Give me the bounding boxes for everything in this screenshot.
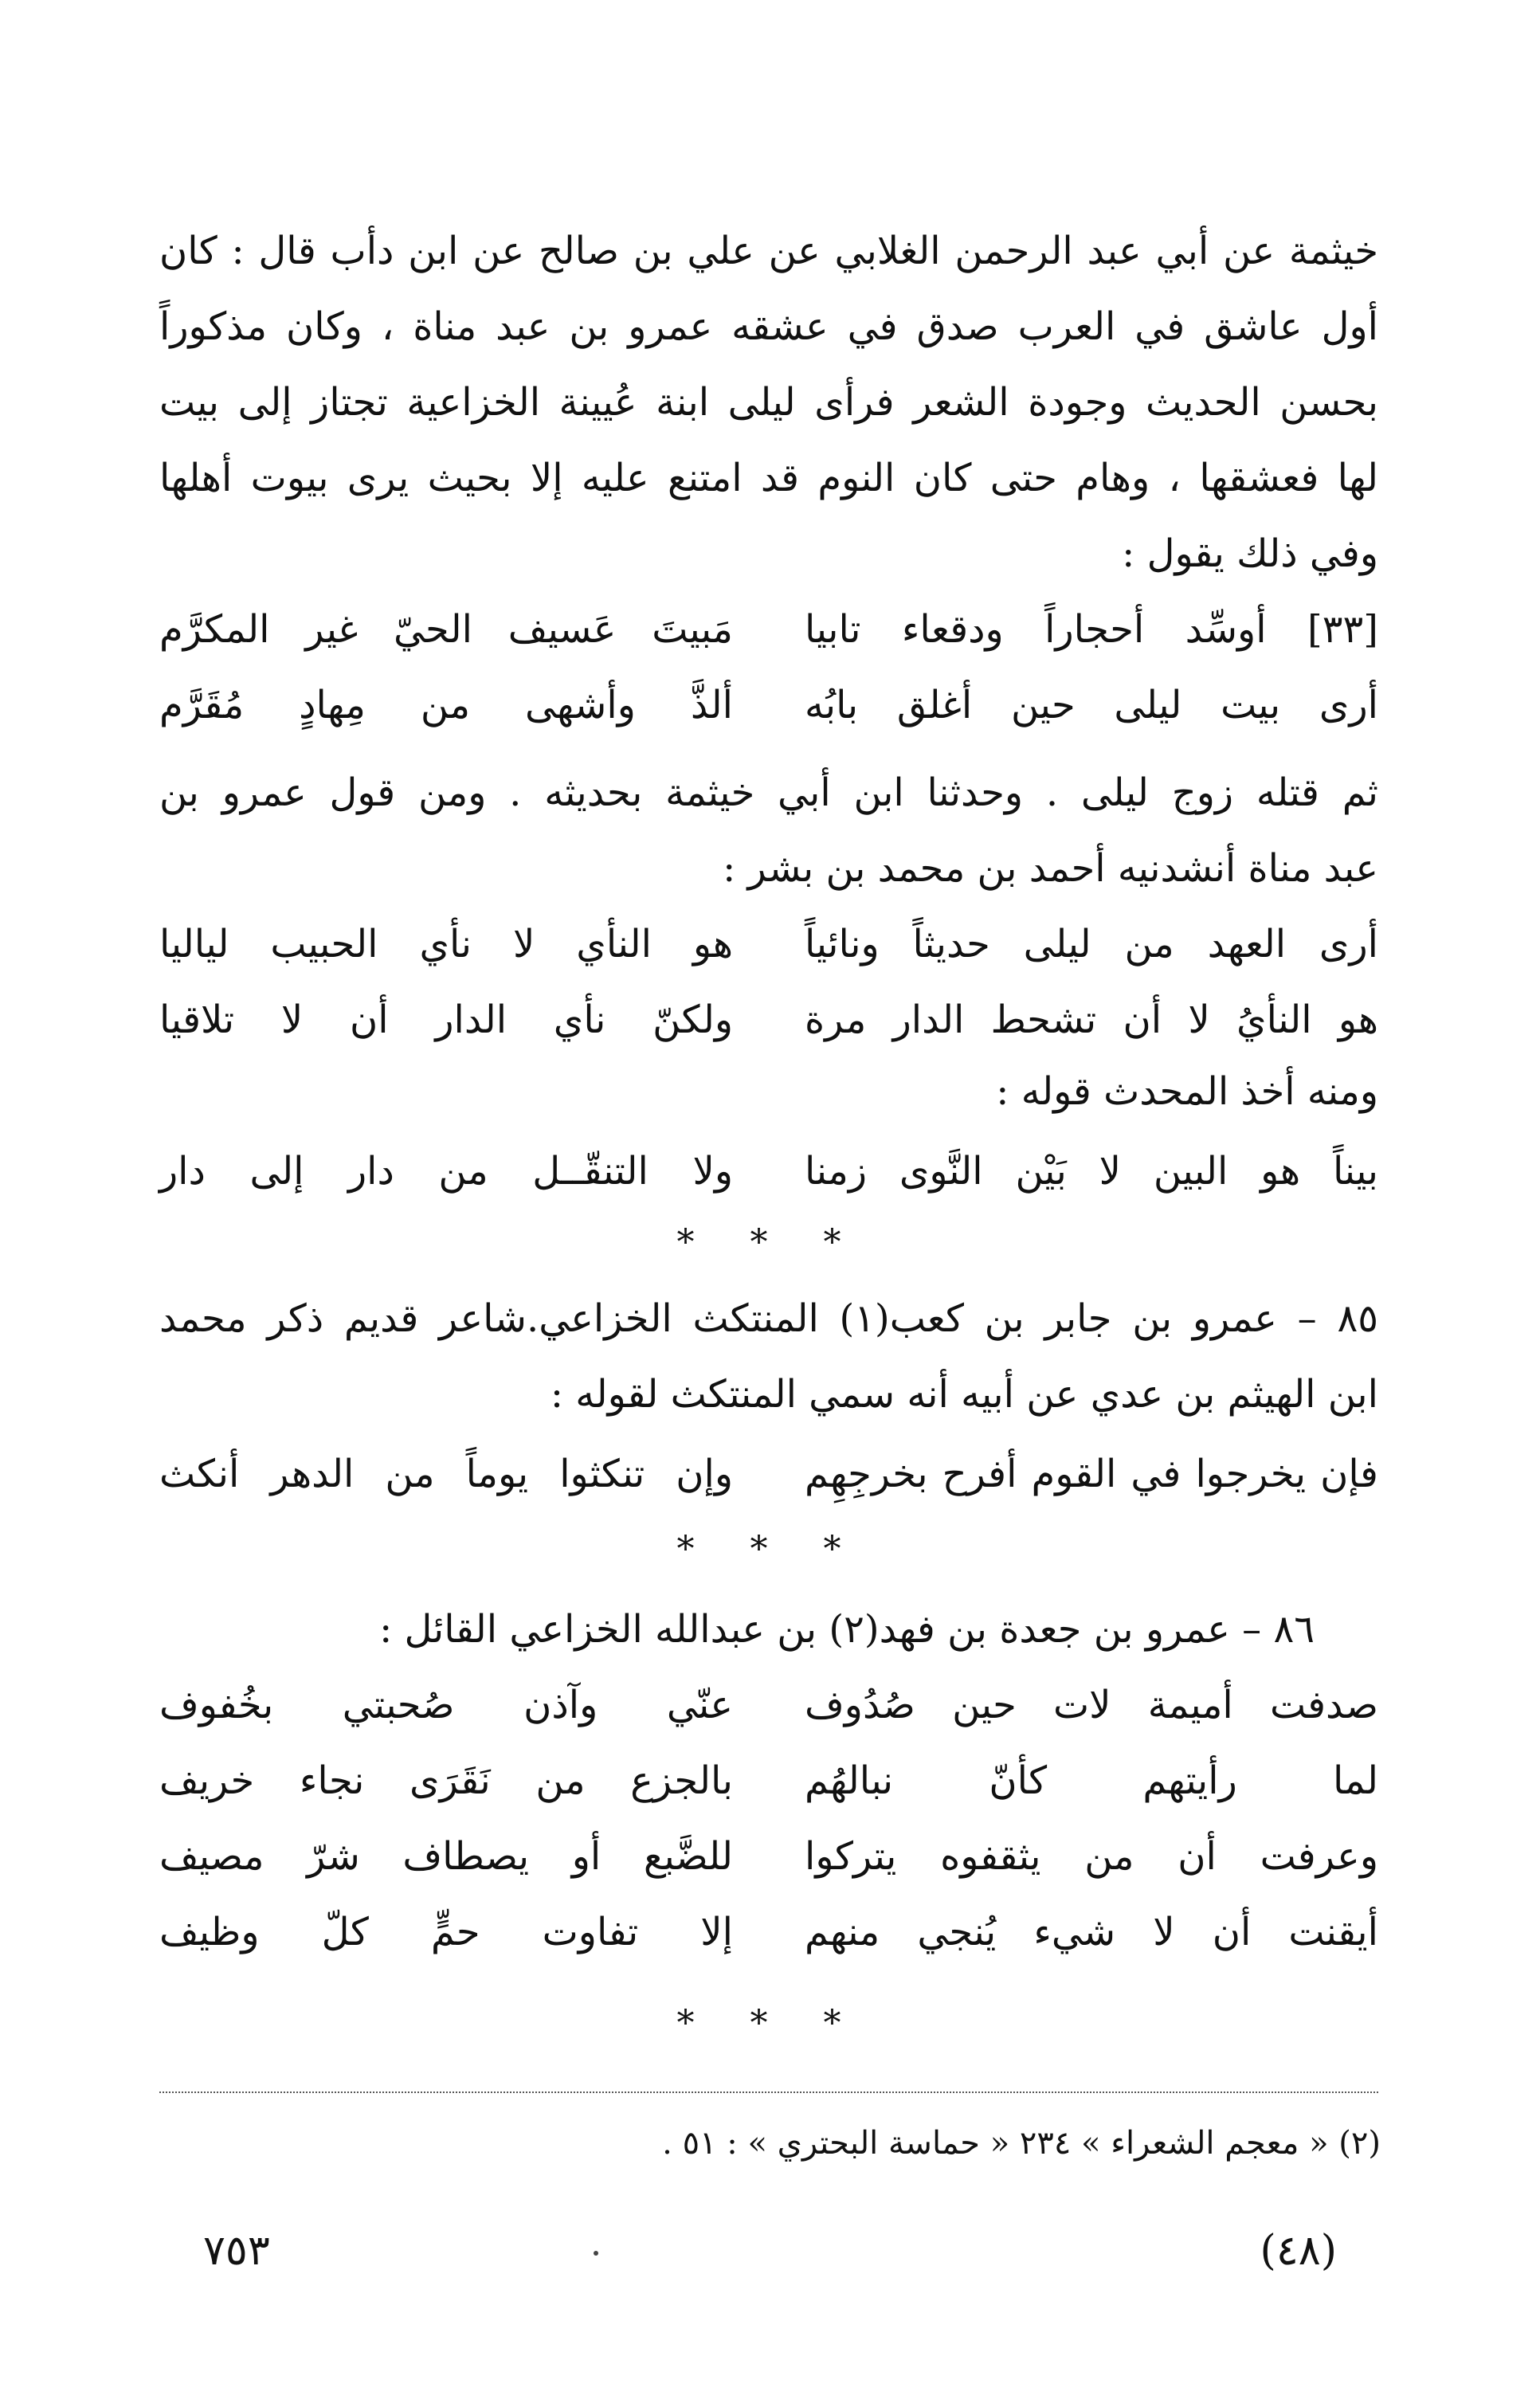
hemistich-second: ولكنّ نأي الدار أن لا تلاقيا [159, 998, 733, 1042]
entry-85 [159, 1283, 1378, 1434]
hemistich-second: هو النأي لا نأي الحبيب لياليا [159, 922, 733, 966]
hemistich-second: إلا تفاوت حمٍّ كلّ وظيف [159, 1910, 733, 1954]
verse-row [159, 1896, 1378, 1968]
hemistich-first: صدفت أميمة لات حين صُدُوف [805, 1683, 1378, 1727]
page-number: ٧٥٣ [203, 2227, 270, 2275]
prose-line: وفي ذلك يقول : [1122, 531, 1378, 576]
prose-line: أول عاشق في العرب صدق في عشقه عمرو بن عبد مناة ، وكان مذكوراً [159, 304, 1378, 349]
prose-line: لها فعشقها ، وهام حتى كان النوم قد امتنع عليه إلا بحيث يرى بيوت أهلها [159, 456, 1378, 500]
hemistich-second: بالجزع من نَقَرَى نجاء خريف [159, 1758, 733, 1803]
verse-33 [159, 594, 1378, 745]
prose-line: ومنه أخذ المحدث قوله : [996, 1069, 1378, 1114]
verse-85 [159, 1438, 1378, 1514]
section-separator: * * * [676, 1222, 864, 1263]
prose-line: خيثمة عن أبي عبد الرحمن الغلابي عن علي بن صالح عن ابن دأب قال : كان [159, 229, 1378, 273]
hemistich-first: فإن يخرجوا في القوم أفرح بخرجِهِم [805, 1452, 1378, 1496]
hemistich-first: أيقنت أن لا شيء يُنجي منهم [805, 1910, 1378, 1954]
footnote: (٢) « معجم الشعراء » ٢٣٤ « حماسة البحتري » : ٥١ . [662, 2125, 1381, 2162]
verse-row [159, 1135, 1378, 1207]
verse-row [159, 908, 1378, 980]
hemistich-second: ولا التنقّــل من دار إلى دار [159, 1149, 733, 1194]
verse-row [159, 984, 1378, 1056]
hemistich-first: بيناً هو البين لا بَيْن النَّوى زمنا [805, 1149, 1378, 1194]
prose-line: ٨٦ – عمرو بن جعدة بن فهد(٢) بن عبدالله الخزاعي القائل : [379, 1607, 1315, 1652]
print-speck [594, 2251, 598, 2256]
prose-line: ٨٥ – عمرو بن جابر بن كعب(١) المنتكث الخزاعي.شاعر قديم ذكر محمد [159, 1296, 1378, 1341]
hemistich-first: وعرفت أن من يثقفوه يتركوا [805, 1834, 1378, 1879]
hemistich-first: لما رأيتهم كأنّ نبالهُم [805, 1758, 1378, 1803]
hemistich-first: [٣٣] أوسِّد أحجاراً ودقعاء تابيا [805, 607, 1378, 652]
verse-row [159, 669, 1378, 741]
hemistich-second: وإن تنكثوا يوماً من الدهر أنكث [159, 1452, 733, 1496]
footnote-divider [159, 2091, 1378, 2093]
section-separator: * * * [676, 2003, 864, 2044]
verse-row [159, 594, 1378, 665]
prose-line: ثم قتله زوج ليلى . وحدثنا ابن أبي خيثمة بحديثه . ومن قول عمرو بن [159, 770, 1378, 815]
hemistich-second: للضَّبع أو يصطاف شرّ مصيف [159, 1834, 733, 1879]
verse-row [159, 1821, 1378, 1892]
hemistich-first: هو النأيُ لا أن تشحط الدار مرة [805, 998, 1378, 1042]
hemistich-first: أرى العهد من ليلى حديثاً ونائياً [805, 922, 1378, 966]
verse-row [159, 1438, 1378, 1510]
entry-86 [159, 1594, 1378, 1669]
prose-line: عبد مناة أنشدنيه أحمد بن محمد بن بشر : [723, 846, 1378, 891]
signature-number: (٤٨) [1260, 2227, 1337, 2275]
prose-paragraph-3 [159, 1056, 1378, 1131]
prose-paragraph-1 [159, 215, 1378, 590]
verse-ahd [159, 908, 1378, 1060]
prose-line: بحسن الحديث وجودة الشعر فرأى ليلى ابنة عُيينة الخزاعية تجتاز إلى بيت [159, 380, 1378, 425]
hemistich-second: ألذَّ وأشهى من مِهادٍ مُقَرَّم [159, 683, 733, 727]
verse-row [159, 1669, 1378, 1741]
hemistich-first: أرى بيت ليلى حين أغلق بابُه [805, 683, 1378, 727]
verse-row [159, 1745, 1378, 1817]
hemistich-second: عنّي وآذن صُحبتي بخُفوف [159, 1683, 733, 1727]
prose-paragraph-2 [159, 757, 1378, 908]
verse-86 [159, 1669, 1378, 1972]
section-separator: * * * [676, 1529, 864, 1570]
prose-line: ابن الهيثم بن عدي عن أبيه أنه سمي المنتكث لقوله : [550, 1372, 1378, 1417]
hemistich-second: مَبيتَ عَسيف الحيّ غير المكرَّم [159, 607, 733, 652]
verse-bayn [159, 1135, 1378, 1211]
